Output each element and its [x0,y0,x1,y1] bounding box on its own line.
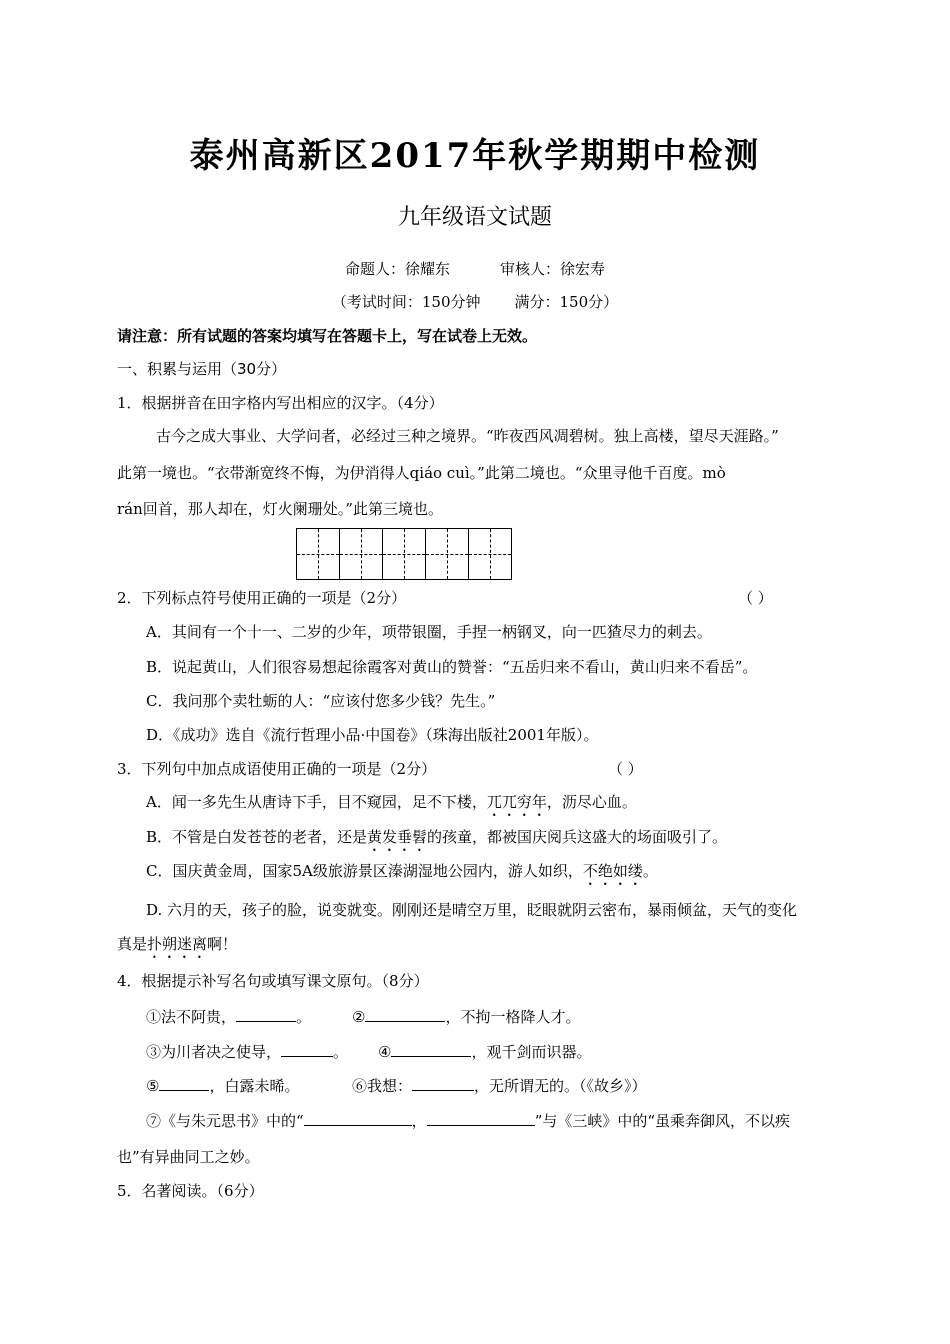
q1-passage-line3: rán回首，那人却在，灯火阑珊处。”此第三境也。 [117,500,443,518]
q4-item-5: ⑤ ，白露未晞。 [146,1077,300,1095]
q3-option-d-line2: 真是扑朔迷离啊！ [117,935,238,953]
notice: 请注意：所有试题的答案均填写在答题卡上，写在试卷上无效。 [117,327,538,345]
grid-cell[interactable] [425,528,469,580]
section-heading: 一、积累与运用（30分） [117,360,287,378]
fill-blank[interactable] [391,1042,471,1057]
fill-blank[interactable] [365,1007,445,1022]
q4-item-6: ⑥我想： ，无所谓无的。（《故乡》） [352,1077,647,1095]
exam-subtitle: 九年级语文试题 [397,205,552,230]
grid-cell[interactable] [296,528,340,580]
q3-option-a: A．闻一多先生从唐诗下手，目不窥园，足不下楼，兀兀穷年，沥尽心血。 [146,793,637,811]
fill-blank[interactable] [427,1111,535,1126]
reviewer-label: 审核人：徐宏寿 [500,260,606,278]
q4-item-7-line2: 也”有异曲同工之妙。 [117,1148,260,1166]
fill-blank[interactable] [304,1111,412,1126]
score-label: 满分：150分） [514,293,619,311]
q4-item-7: ⑦《与朱元思书》中的“ ， ”与《三峡》中的“虽乘奔御风，不以疾 [146,1112,791,1130]
grid-cell[interactable] [382,528,426,580]
q4-item-1: ①法不阿贵， 。 [146,1008,312,1026]
q2-option-a: A．其间有一个十一、二岁的少年，项带银圈，手捏一柄钢叉，向一匹猹尽力的刺去。 [146,623,712,641]
q1-prompt: 1．根据拼音在田字格内写出相应的汉字。（4分） [117,394,444,412]
q4-item-2: ② ，不拘一格降人才。 [352,1008,581,1026]
authors-line [0,258,950,279]
q2-option-c: C．我问那个卖牡蛎的人：“应该付您多少钱？先生。” [146,692,496,710]
grid-cell[interactable] [339,528,383,580]
dotted-idiom: 黄发垂髫 [367,828,428,846]
exam-info-line [0,291,950,312]
dotted-idiom: 扑朔迷离 [147,935,208,953]
fill-blank[interactable] [281,1042,333,1057]
q1-passage-line1: 古今之成大事业、大学问者，必经过三种之境界。“昨夜西风凋碧树。独上高楼，望尽天涯路。” [156,427,779,445]
time-label: （考试时间：150分钟 [331,293,481,311]
q5-prompt: 5．名著阅读。（6分） [117,1182,264,1200]
fill-blank[interactable] [412,1076,474,1091]
dotted-idiom: 兀兀穷年 [486,793,547,811]
exam-title: 泰州高新区2017年秋学期期中检测 [189,136,761,176]
q3-option-c: C．国庆黄金周，国家5A级旅游景区溱湖湿地公园内，游人如织，不绝如缕。 [146,862,658,880]
q1-passage-line2: 此第一境也。“衣带渐宽终不悔，为伊消得人qiáo cuì。”此第二境也。“众里寻他千百度。mò [117,464,726,482]
q3-answer-paren[interactable]: （ ） [608,760,643,778]
q2-option-b: B．说起黄山，人们很容易想起徐霞客对黄山的赞誉：“五岳归来不看山，黄山归来不看岳”。 [146,658,758,676]
q4-item-4: ④ ，观千剑而识器。 [378,1043,592,1061]
dotted-idiom: 不绝如缕 [582,862,643,880]
q2-option-d: D．《成功》选自《流行哲理小品·中国卷》（珠海出版社2001年版）。 [146,726,599,744]
q2-answer-paren[interactable]: （ ） [738,589,773,607]
author-label: 命题人：徐耀东 [344,260,450,278]
q2-prompt: 2．下列标点符号使用正确的一项是（2分） [117,589,407,607]
fill-blank[interactable] [159,1076,209,1091]
grid-cell[interactable] [468,528,512,580]
q3-option-b: B．不管是白发苍苍的老者，还是黄发垂髫的孩童，都被国庆阅兵这盛大的场面吸引了。 [146,828,728,846]
q3-option-d-line1: D. 六月的天，孩子的脸，说变就变。刚刚还是晴空万里，眨眼就阴云密布，暴雨倾盆，天气的变化 [146,901,798,919]
q3-prompt: 3．下列句中加点成语使用正确的一项是（2分） [117,760,437,778]
q4-item-3: ③为川者决之使导， 。 [146,1043,349,1061]
fill-blank[interactable] [236,1007,296,1022]
q4-prompt: 4．根据提示补写名句或填写课文原句。（8分） [117,972,429,990]
